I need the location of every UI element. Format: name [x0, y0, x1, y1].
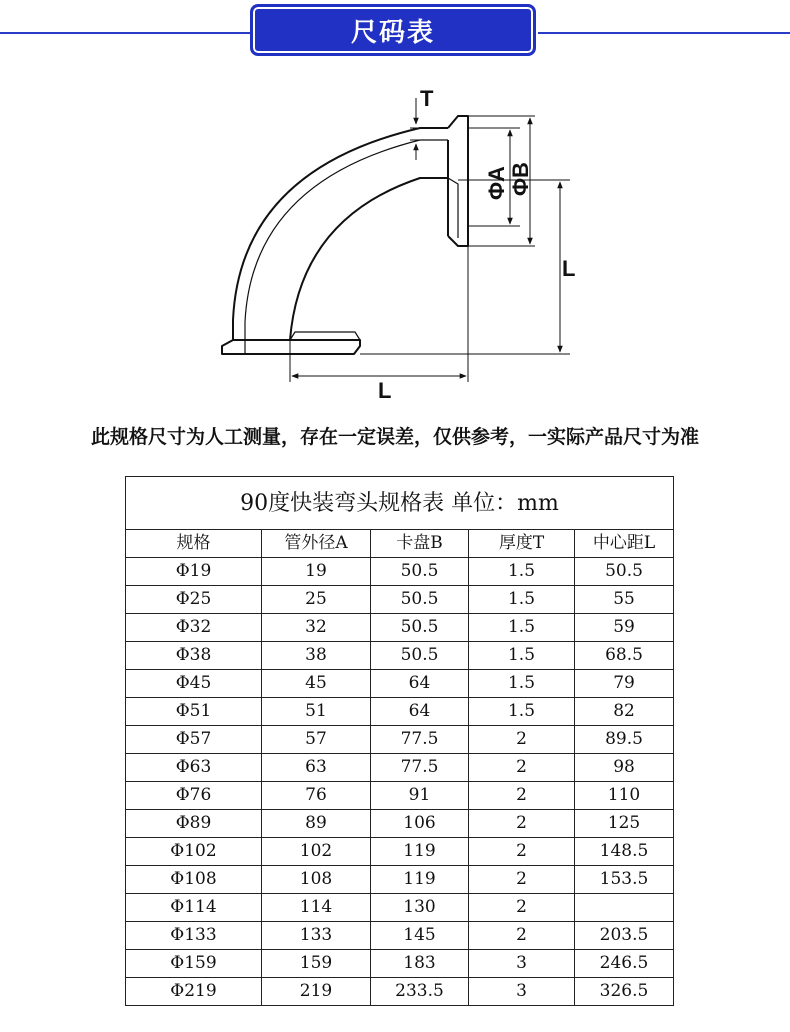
cell-outer-diameter: 51	[262, 698, 371, 726]
cell-thickness: 1.5	[469, 558, 575, 586]
cell-size: Φ51	[126, 698, 262, 726]
page-title: 尺码表	[350, 17, 435, 48]
table-row	[126, 838, 674, 866]
cell-outer-diameter: 76	[262, 782, 371, 810]
cell-thickness: 2	[469, 866, 575, 894]
cell-outer-diameter: 45	[262, 670, 371, 698]
cell-outer-diameter: 38	[262, 642, 371, 670]
label-t: T	[420, 86, 434, 111]
cell-center-distance	[575, 894, 674, 922]
cell-clamp: 50.5	[371, 642, 469, 670]
header-thickness: 厚度T	[469, 530, 575, 558]
table-row	[126, 866, 674, 894]
cell-size: Φ114	[126, 894, 262, 922]
cell-size: Φ63	[126, 754, 262, 782]
cell-size: Φ57	[126, 726, 262, 754]
cell-clamp: 119	[371, 838, 469, 866]
cell-clamp: 77.5	[371, 726, 469, 754]
cell-size: Φ159	[126, 950, 262, 978]
cell-thickness: 2	[469, 838, 575, 866]
table-header-row	[126, 530, 674, 558]
cell-outer-diameter: 102	[262, 838, 371, 866]
table-row	[126, 922, 674, 950]
cell-center-distance: 153.5	[575, 866, 674, 894]
table-title-row	[126, 477, 674, 530]
table-row	[126, 642, 674, 670]
header-outer-diameter: 管外径A	[262, 530, 371, 558]
label-l-side: L	[562, 256, 576, 281]
elbow-diagram	[200, 78, 600, 403]
cell-size: Φ45	[126, 670, 262, 698]
cell-center-distance: 98	[575, 754, 674, 782]
cell-center-distance: 79	[575, 670, 674, 698]
cell-thickness: 2	[469, 782, 575, 810]
cell-thickness: 1.5	[469, 642, 575, 670]
table-row	[126, 670, 674, 698]
label-phi-b: ΦB	[508, 162, 533, 196]
cell-center-distance: 148.5	[575, 838, 674, 866]
cell-size: Φ76	[126, 782, 262, 810]
cell-clamp: 50.5	[371, 558, 469, 586]
cell-thickness: 1.5	[469, 614, 575, 642]
table-row	[126, 698, 674, 726]
label-l-bottom: L	[378, 378, 392, 403]
cell-thickness: 2	[469, 922, 575, 950]
cell-center-distance: 68.5	[575, 642, 674, 670]
cell-clamp: 145	[371, 922, 469, 950]
cell-size: Φ19	[126, 558, 262, 586]
cell-clamp: 50.5	[371, 614, 469, 642]
cell-center-distance: 110	[575, 782, 674, 810]
label-phi-a: ΦA	[484, 166, 509, 200]
cell-center-distance: 203.5	[575, 922, 674, 950]
elbow-inner-bore	[290, 178, 448, 340]
cell-thickness: 1.5	[469, 670, 575, 698]
cell-thickness: 1.5	[469, 698, 575, 726]
cell-size: Φ32	[126, 614, 262, 642]
cell-center-distance: 50.5	[575, 558, 674, 586]
cell-center-distance: 89.5	[575, 726, 674, 754]
elbow-outer-wall-inner-line	[245, 140, 448, 340]
cell-clamp: 77.5	[371, 754, 469, 782]
cell-clamp: 106	[371, 810, 469, 838]
cell-size: Φ219	[126, 978, 262, 1006]
table-row	[126, 558, 674, 586]
header-line-left	[0, 32, 250, 34]
cell-outer-diameter: 108	[262, 866, 371, 894]
cell-clamp: 91	[371, 782, 469, 810]
table-row	[126, 978, 674, 1006]
cell-thickness: 3	[469, 950, 575, 978]
cell-outer-diameter: 133	[262, 922, 371, 950]
cell-center-distance: 125	[575, 810, 674, 838]
measurement-note: 此规格尺寸为人工测量，存在一定误差，仅供参考，一实际产品尺寸为准	[90, 426, 699, 448]
table-row	[126, 950, 674, 978]
table-row	[126, 810, 674, 838]
cell-clamp: 233.5	[371, 978, 469, 1006]
cell-center-distance: 326.5	[575, 978, 674, 1006]
cell-size: Φ102	[126, 838, 262, 866]
cell-outer-diameter: 57	[262, 726, 371, 754]
cell-outer-diameter: 219	[262, 978, 371, 1006]
cell-clamp: 50.5	[371, 586, 469, 614]
cell-center-distance: 82	[575, 698, 674, 726]
cell-size: Φ108	[126, 866, 262, 894]
cell-clamp: 183	[371, 950, 469, 978]
header-clamp: 卡盘B	[371, 530, 469, 558]
cell-outer-diameter: 114	[262, 894, 371, 922]
cell-size: Φ133	[126, 922, 262, 950]
spec-table	[125, 476, 674, 1006]
cell-center-distance: 59	[575, 614, 674, 642]
header-badge	[250, 4, 536, 56]
table-row	[126, 754, 674, 782]
bottom-flange	[222, 340, 360, 354]
cell-thickness: 2	[469, 726, 575, 754]
cell-center-distance: 246.5	[575, 950, 674, 978]
cell-thickness: 3	[469, 978, 575, 1006]
table-row	[126, 586, 674, 614]
cell-thickness: 2	[469, 810, 575, 838]
table-title: 90度快装弯头规格表 单位：mm	[126, 477, 674, 530]
cell-thickness: 1.5	[469, 586, 575, 614]
header-size: 规格	[126, 530, 262, 558]
cell-clamp: 64	[371, 698, 469, 726]
cell-outer-diameter: 32	[262, 614, 371, 642]
table-row	[126, 782, 674, 810]
cell-clamp: 119	[371, 866, 469, 894]
cell-outer-diameter: 159	[262, 950, 371, 978]
table-row	[126, 614, 674, 642]
header-line-right	[538, 32, 790, 34]
cell-outer-diameter: 25	[262, 586, 371, 614]
cell-clamp: 64	[371, 670, 469, 698]
cell-center-distance: 55	[575, 586, 674, 614]
table-row	[126, 894, 674, 922]
cell-outer-diameter: 89	[262, 810, 371, 838]
cell-size: Φ38	[126, 642, 262, 670]
cell-size: Φ25	[126, 586, 262, 614]
cell-thickness: 2	[469, 894, 575, 922]
cell-outer-diameter: 63	[262, 754, 371, 782]
cell-clamp: 130	[371, 894, 469, 922]
cell-size: Φ89	[126, 810, 262, 838]
cell-thickness: 2	[469, 754, 575, 782]
cell-outer-diameter: 19	[262, 558, 371, 586]
header-center-distance: 中心距L	[575, 530, 674, 558]
table-row	[126, 726, 674, 754]
